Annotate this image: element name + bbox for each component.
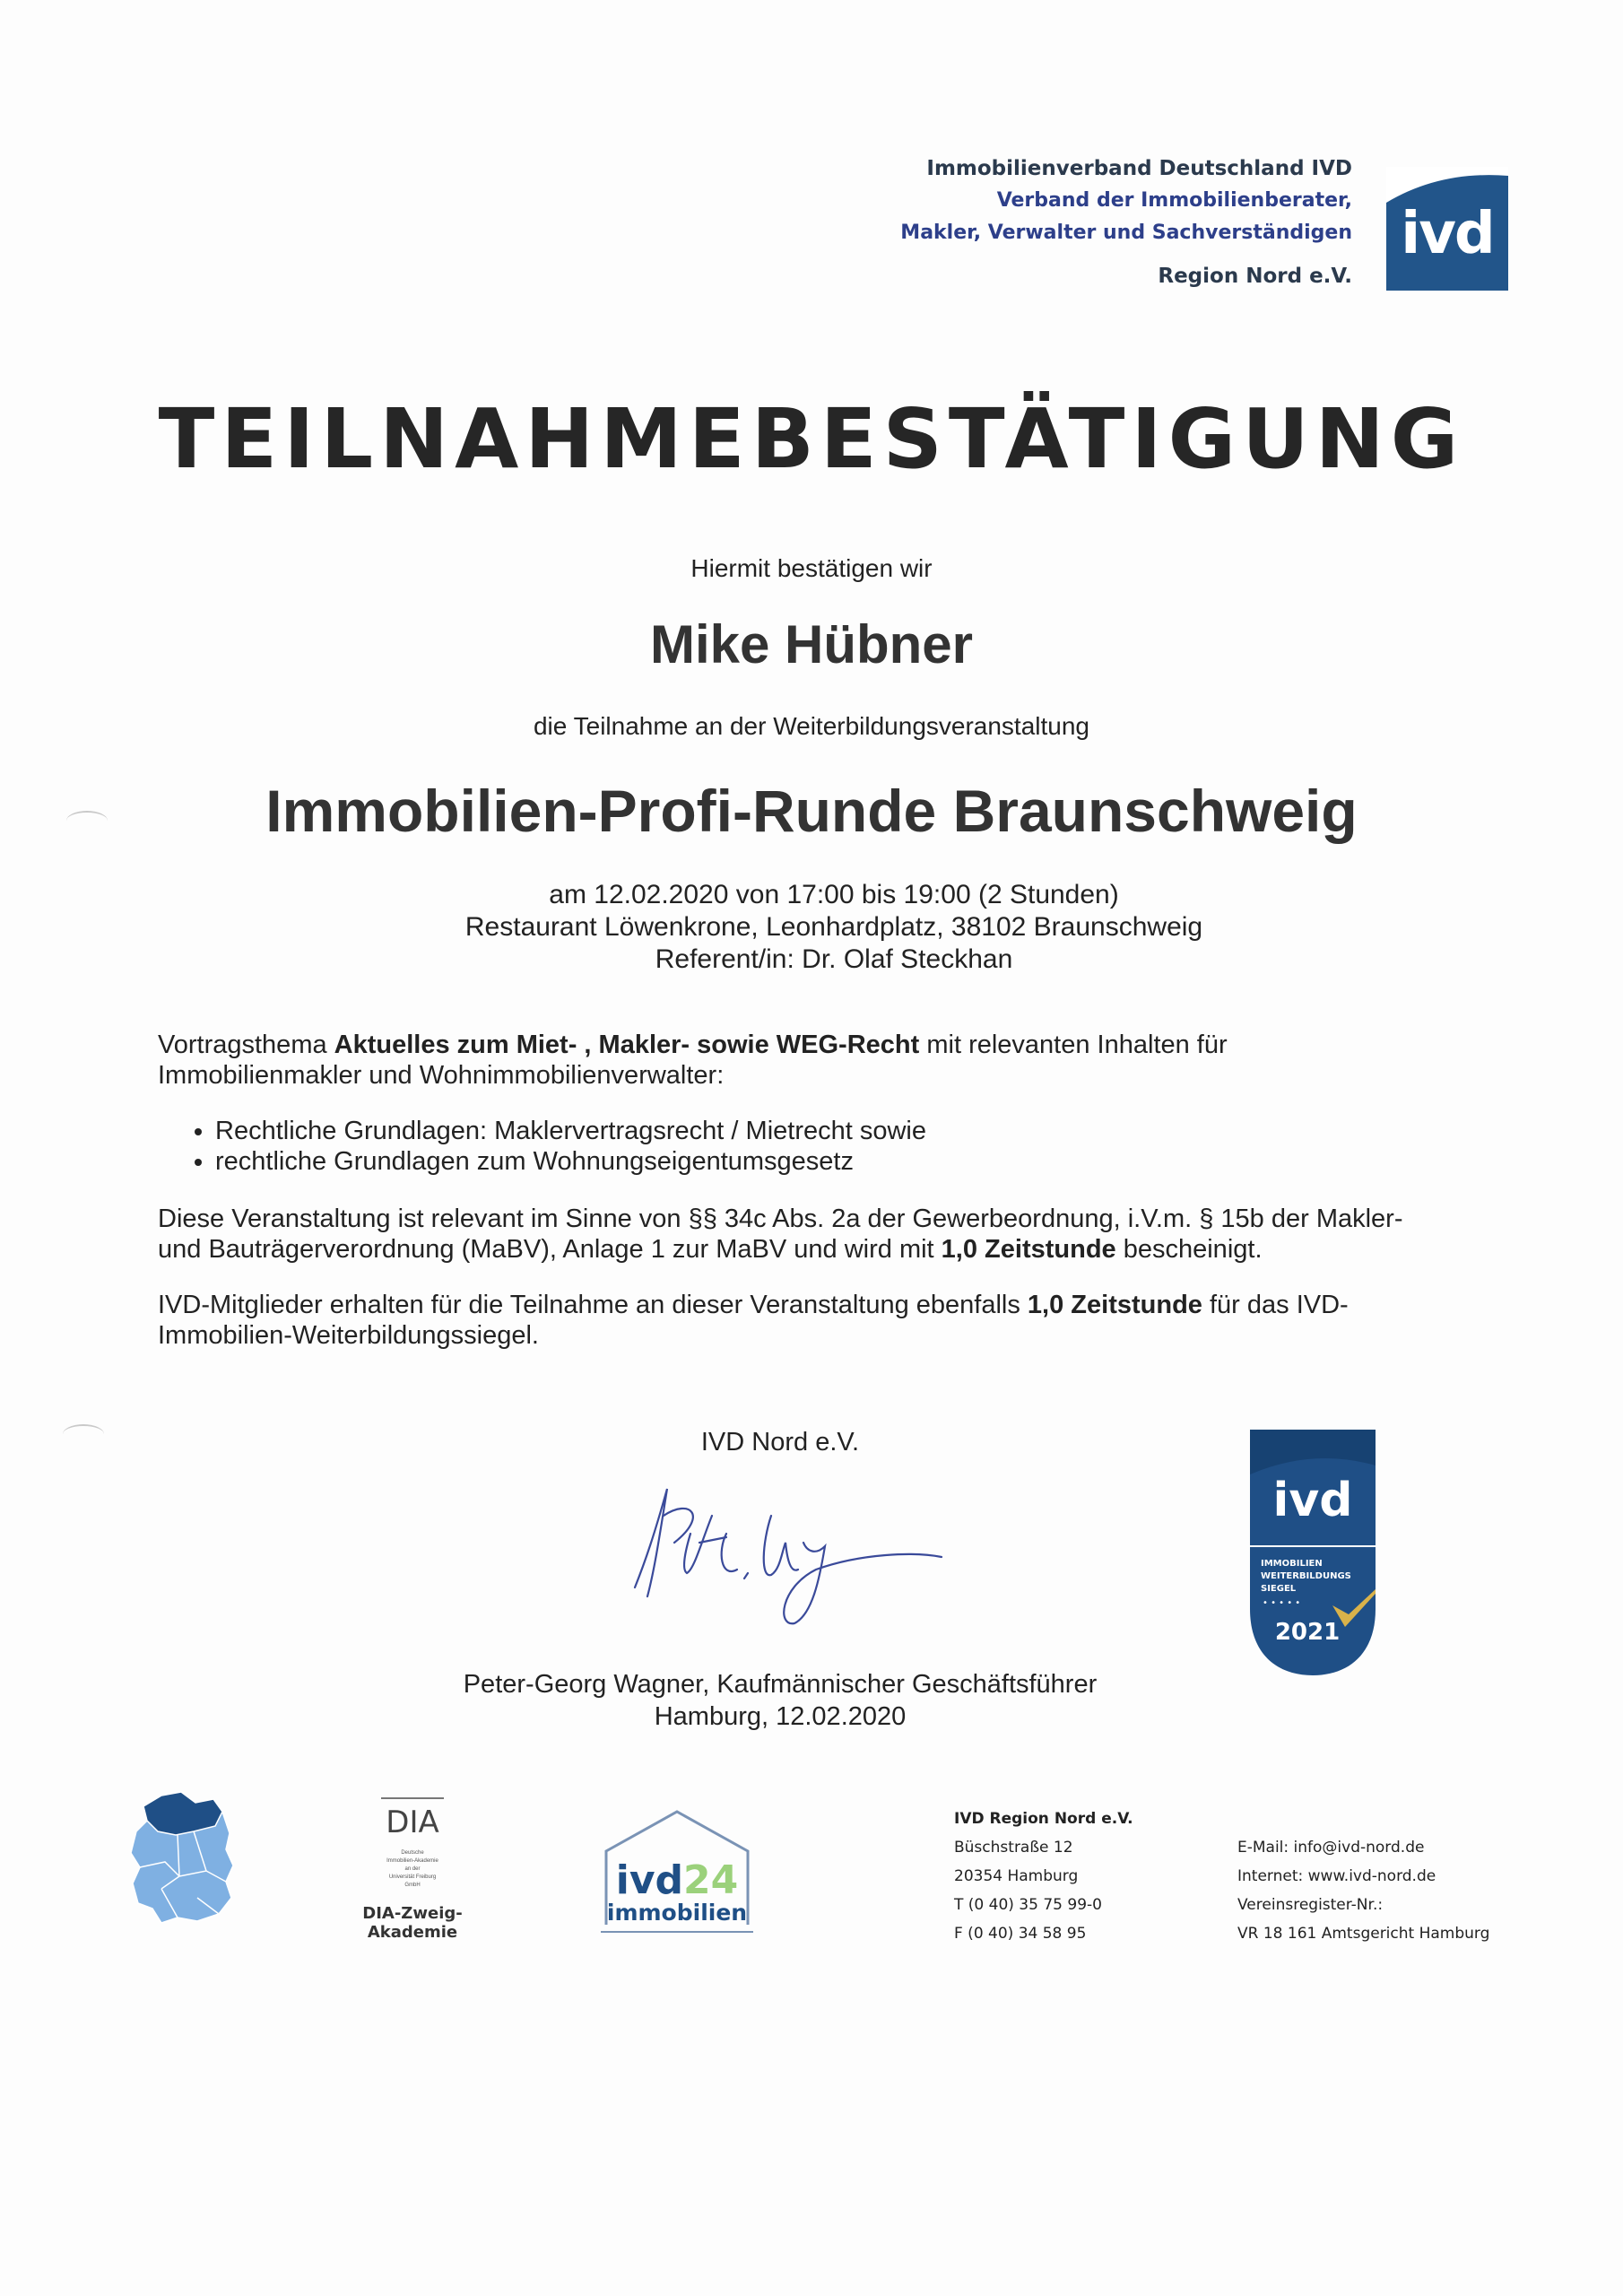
dia-small-line: an der	[404, 1866, 421, 1872]
ivd-logo	[1386, 167, 1508, 291]
topic-prefix: Vortragsthema	[158, 1031, 334, 1059]
relevance-prefix: Diese Veranstaltung ist relevant im Sinne von §§ 34c Abs. 2a der Gewerbeordnung, i.V.m. § 15b der Makler- und Bauträgerverordnung (MaBV), Anlage 1 zur MaBV und wird mit	[158, 1205, 1403, 1264]
contact-web: Internet: www.ivd-nord.de	[1237, 1867, 1436, 1885]
dia-caption: DIA-Zweig-Akademie	[362, 1904, 463, 1942]
event-speaker: Referent/in: Dr. Olaf Steckhan	[655, 944, 1013, 974]
topic-suffix: mit relevanten Inhalten für Immobilienmakler und Wohnimmobilienverwalter:	[158, 1031, 1228, 1090]
dia-logo-block	[323, 1797, 502, 1942]
org-region: Region Nord e.V.	[1158, 265, 1352, 288]
contact-address	[954, 1805, 1187, 1948]
certificate-title: TEILNAHMEBESTÄTIGUNG	[158, 391, 1465, 487]
handwritten-signature	[628, 1480, 950, 1659]
germany-map-icon	[126, 1790, 237, 1925]
members-paragraph	[158, 1290, 1413, 1351]
relevance-suffix: bescheinigt.	[1115, 1235, 1263, 1264]
topic-paragraph	[158, 1030, 1413, 1091]
signing-org: IVD Nord e.V.	[700, 1428, 860, 1457]
members-prefix: IVD-Mitglieder erhalten für die Teilnahme an dieser Veranstaltung ebenfalls	[158, 1291, 1028, 1319]
dia-logo: DIA	[381, 1797, 444, 1840]
contact-org-name: IVD Region Nord e.V.	[954, 1810, 1133, 1828]
contact-street: Büschstraße 12	[954, 1839, 1073, 1857]
org-header	[796, 152, 1352, 292]
event-name: Immobilien-Profi-Runde Braunschweig	[265, 778, 1358, 844]
dia-small-text	[323, 1849, 502, 1890]
members-hours: 1,0 Zeitstunde	[1027, 1291, 1202, 1319]
org-subtitle-1: Verband der Immobilienberater,	[996, 189, 1352, 212]
seal-dots-icon: • • • • •	[1263, 1598, 1301, 1608]
body-text	[158, 1030, 1413, 1376]
participation-text: die Teilnahme an der Weiterbildungsveranstaltung	[533, 712, 1090, 740]
topic-title: Aktuelles zum Miet- , Makler- sowie WEG-Recht	[334, 1031, 920, 1059]
dia-small-line: GmbH	[404, 1883, 421, 1888]
contact-city: 20354 Hamburg	[954, 1867, 1079, 1885]
list-item: • Rechtliche Grundlagen: Maklervertragsrecht / Mietrecht sowie	[215, 1116, 1413, 1146]
seal-line-1: IMMOBILIEN	[1261, 1559, 1323, 1569]
dia-small-line: Universität Freiburg	[388, 1874, 437, 1880]
ivd24-number: 24	[683, 1857, 739, 1903]
relevance-paragraph	[158, 1204, 1413, 1265]
intro-text: Hiermit bestätigen wir	[690, 554, 933, 582]
dia-small-line: Immobilien-Akademie	[386, 1858, 438, 1864]
seal-logo-text: ivd	[1272, 1474, 1353, 1527]
ivd24-logo	[597, 1806, 757, 1937]
contact-register-label: Vereinsregister-Nr.:	[1237, 1896, 1384, 1914]
dia-small-line: Deutsche	[401, 1850, 424, 1856]
ivd-logo-text: ivd	[1401, 201, 1494, 267]
org-name: Immobilienverband Deutschland IVD	[926, 157, 1352, 180]
signer-block	[0, 1668, 1560, 1733]
contact-fax: F (0 40) 34 58 95	[954, 1925, 1087, 1943]
event-date: am 12.02.2020 von 17:00 bis 19:00 (2 Stunden)	[549, 880, 1119, 909]
seal-year: 2021	[1274, 1619, 1341, 1646]
event-location: Restaurant Löwenkrone, Leonhardplatz, 38102 Braunschweig	[464, 912, 1203, 942]
weiterbildungssiegel-seal	[1250, 1430, 1376, 1675]
ivd24-subtitle: immobilien	[606, 1900, 748, 1926]
contact-email: E-Mail: info@ivd-nord.de	[1237, 1839, 1425, 1857]
list-item: • rechtliche Grundlagen zum Wohnungseigentumsgesetz	[215, 1146, 1413, 1177]
event-details	[0, 879, 1623, 976]
contact-online	[1237, 1833, 1542, 1948]
signing-place-date: Hamburg, 12.02.2020	[654, 1702, 907, 1731]
ivd24-text	[597, 1857, 757, 1926]
org-subtitle-2: Makler, Verwalter und Sachverständigen	[900, 222, 1352, 244]
seal-line-3: SIEGEL	[1261, 1584, 1297, 1594]
contact-phone: T (0 40) 35 75 99-0	[954, 1896, 1102, 1914]
participant-name: Mike Hübner	[649, 614, 974, 674]
members-suffix: für das IVD-Immobilien-Weiterbildungssiegel.	[158, 1291, 1349, 1350]
topic-list	[158, 1116, 1413, 1177]
relevance-hours: 1,0 Zeitstunde	[941, 1235, 1116, 1264]
ivd24-brand: ivd	[615, 1857, 684, 1903]
ivd-logo-swoosh-icon	[1386, 167, 1508, 203]
contact-register: VR 18 161 Amtsgericht Hamburg	[1237, 1925, 1490, 1943]
seal-line-2: WEITERBILDUNGS	[1261, 1571, 1351, 1581]
signer-name: Peter-Georg Wagner, Kaufmännischer Geschäftsführer	[463, 1670, 1098, 1699]
